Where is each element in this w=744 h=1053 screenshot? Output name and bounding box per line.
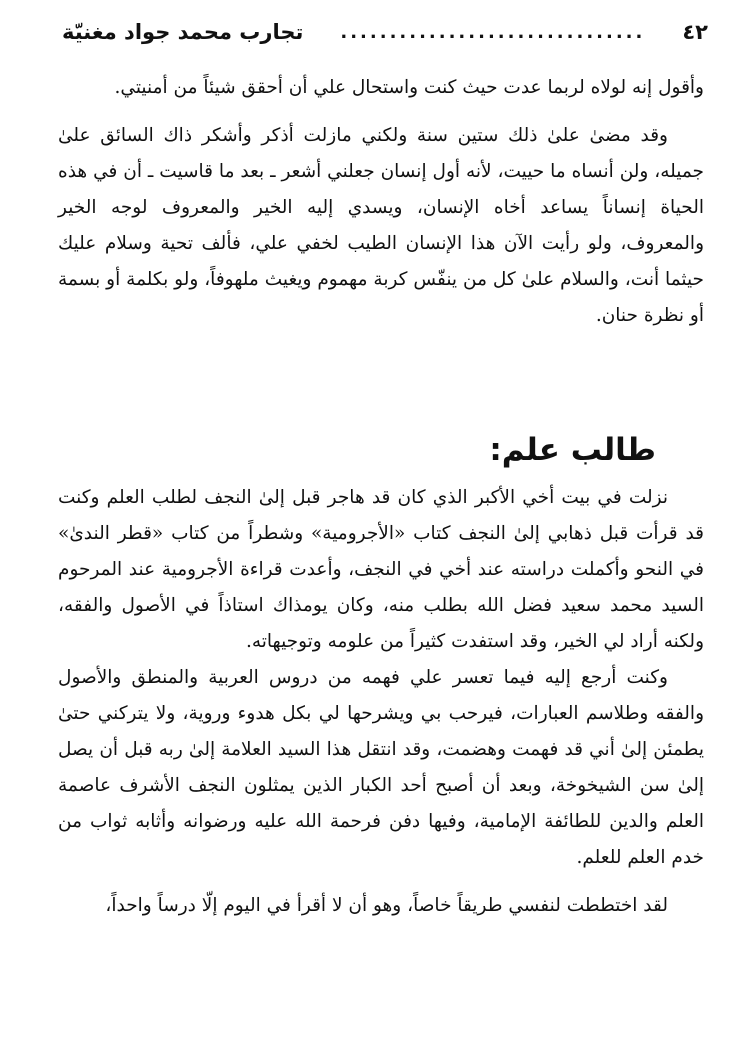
book-title: تجارب محمد جواد مغنيّة xyxy=(62,20,304,44)
section-paragraph-3: لقد اختططت لنفسي طريقاً خاصاً، وهو أن لا أقرأ في اليوم إلّا درساً واحداً، xyxy=(105,895,668,916)
section-paragraph-2: وكنت أرجع إليه فيما تعسر علي فهمه من دروس العربية والمنطق والأصول والفقه وطلاسم العبارات، فيرحب بي ويشرحها لي بكل هدوء وروية، ولا يتركني حتىٰ يطمئن إلىٰ أني قد فهمت وهضمت، وقد انتقل هذا السيد العلامة إلىٰ ربه قبل أن يصل إلىٰ سن الشيخوخة، وبعد أن أصبح أحد الكبار الذين يمثلون النجف الأشرف عاصمة العلم والدين للطائفة الإمامية، وفيها دفن فرحمة الله عليه ورضوانه وأثابه ثواب من خدم العلم للعلم. xyxy=(58,667,704,868)
section-heading: طالب علم: xyxy=(489,432,656,468)
page-number: ٤٢ xyxy=(682,20,708,44)
header-leader-dots: ............................... xyxy=(340,21,646,43)
intro-text-block xyxy=(58,70,704,334)
intro-paragraph-1: وأقول إنه لولاه لربما عدت حيث كنت واستحال علي أن أحقق شيئاً من أمنيتي. xyxy=(114,77,704,98)
running-header xyxy=(62,12,708,52)
intro-paragraph-2: وقد مضىٰ علىٰ ذلك ستين سنة ولكني مازلت أذكر وأشكر ذاك السائق علىٰ جميله، ولن أنساه ما حييت، لأنه أول إنسان جعلني أشعر ـ بعد ما قاسيت ـ أن في هذه الحياة إنساناً يساعد أخاه الإنسان، ويسدي إليه الخير والمعروف لوجه الخير والمعروف، ولو رأيت الآن هذا الإنسان الطيب لخفي علي، فألف تحية وسلام عليك حيثما أنت، والسلام علىٰ كل من ينفّس كربة مهموم ويغيث ملهوفاً، ولو بكلمة أو بسمة أو نظرة حنان. xyxy=(58,125,704,326)
section-paragraph-1: نزلت في بيت أخي الأكبر الذي كان قد هاجر قبل إلىٰ النجف لطلب العلم وكنت قد قرأت قبل ذهابي إلىٰ النجف كتاب «الأجرومية» وشطراً من كتاب «قطر الندىٰ» في النحو وأكملت دراسته عند أخي في النجف، وأعدت قراءة الأجرومية عند المرحوم السيد محمد سعيد فضل الله بطلب منه، وكان يومذاك استاذاً في الأصول والفقه، ولكنه أراد لي الخير، وقد استفدت كثيراً من علومه وتوجيهاته. xyxy=(58,487,704,652)
section-text-block xyxy=(58,480,704,924)
